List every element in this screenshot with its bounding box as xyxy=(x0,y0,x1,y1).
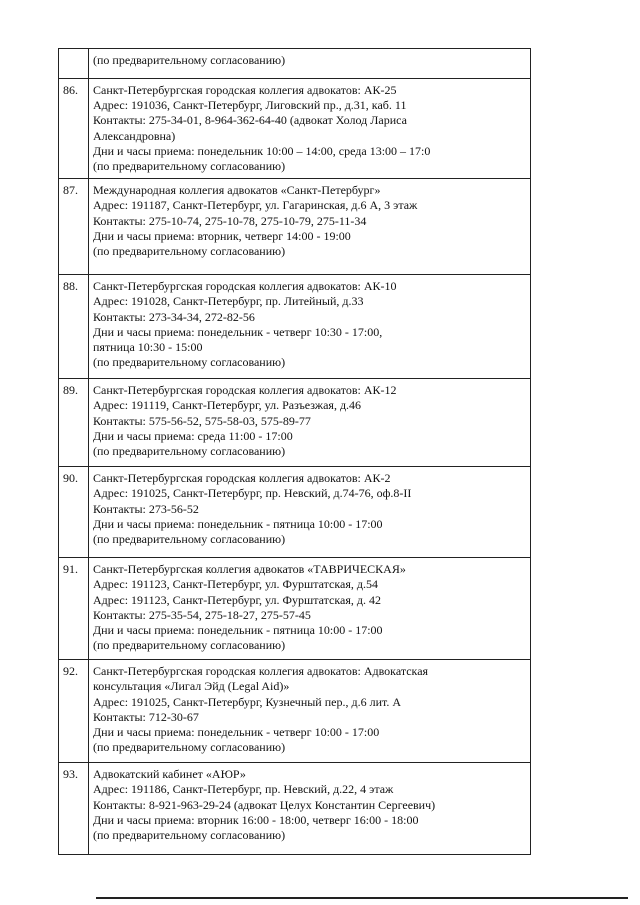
entry-title: Санкт-Петербургская городская коллегия адвокатов: Адвокатская xyxy=(93,664,429,679)
entry-contacts: Контакты: 575-56-52, 575-58-03, 575-89-77 xyxy=(93,413,311,428)
entry-address-secondary: Адрес: 191123, Санкт-Петербург, ул. Фурштатская, д. 42 xyxy=(93,592,381,607)
entry-note: (по предварительному согласованию) xyxy=(93,355,286,370)
entry-note: (по предварительному согласованию) xyxy=(93,159,286,174)
entry-number: 91. xyxy=(59,558,89,660)
entry-details xyxy=(89,467,531,558)
entry-note: (по предварительному согласованию) xyxy=(93,444,286,459)
entry-number xyxy=(59,49,89,79)
entry-title: Санкт-Петербургская городская коллегия адвокатов: АК-10 xyxy=(93,279,397,294)
entry-details xyxy=(89,79,531,179)
entry-hours: Дни и часы приема: понедельник - четверг 10:30 - 17:00, xyxy=(93,324,383,339)
entry-number: 87. xyxy=(59,179,89,275)
entry-number: 86. xyxy=(59,79,89,179)
entry-details xyxy=(89,179,531,275)
entry-hours: Дни и часы приема: вторник 16:00 - 18:00, четверг 16:00 - 18:00 xyxy=(93,812,419,827)
entry-title: Адвокатский кабинет «АЮР» xyxy=(93,767,246,782)
table-row xyxy=(59,179,531,275)
entry-details xyxy=(89,558,531,660)
entry-contacts: Контакты: 273-56-52 xyxy=(93,501,199,516)
entry-number: 88. xyxy=(59,275,89,379)
table-row xyxy=(59,379,531,467)
entry-contacts: Контакты: 712-30-67 xyxy=(93,709,199,724)
entry-note: (по предварительному согласованию) xyxy=(93,638,286,653)
entry-contacts: Контакты: 273-34-34, 272-82-56 xyxy=(93,309,255,324)
entry-details xyxy=(89,49,531,79)
entry-hours: Дни и часы приема: понедельник - четверг 10:00 - 17:00 xyxy=(93,725,380,740)
entry-contacts: Контакты: 275-35-54, 275-18-27, 275-57-45 xyxy=(93,607,311,622)
entry-details xyxy=(89,379,531,467)
entry-hours: Дни и часы приема: понедельник - пятница 10:00 - 17:00 xyxy=(93,623,383,638)
table-row xyxy=(59,79,531,179)
entry-hours: Дни и часы приема: понедельник - пятница 10:00 - 17:00 xyxy=(93,516,383,531)
entry-title-continued: консультация «Лигал Эйд (Legal Aid)» xyxy=(93,679,290,694)
entry-address: Адрес: 191187, Санкт-Петербург, ул. Гагаринская, д.6 А, 3 этаж xyxy=(93,198,418,213)
entry-details xyxy=(89,763,531,855)
entry-details xyxy=(89,660,531,763)
entry-number: 93. xyxy=(59,763,89,855)
entry-details xyxy=(89,275,531,379)
entry-title: Международная коллегия адвокатов «Санкт-Петербург» xyxy=(93,183,381,198)
entry-address: Адрес: 191028, Санкт-Петербург, пр. Литейный, д.33 xyxy=(93,294,364,309)
entry-line: (по предварительному согласованию) xyxy=(93,53,286,67)
entry-title: Санкт-Петербургская городская коллегия адвокатов: АК-12 xyxy=(93,383,397,398)
entry-number: 89. xyxy=(59,379,89,467)
entry-address: Адрес: 191186, Санкт-Петербург, пр. Невский, д.22, 4 этаж xyxy=(93,782,394,797)
entry-note: (по предварительному согласованию) xyxy=(93,740,286,755)
entry-contacts: Контакты: 275-34-01, 8-964-362-64-40 (адвокат Холод Лариса xyxy=(93,113,407,128)
entry-address: Адрес: 191025, Санкт-Петербург, Кузнечный пер., д.6 лит. А xyxy=(93,694,402,709)
entry-number: 90. xyxy=(59,467,89,558)
entry-note: (по предварительному согласованию) xyxy=(93,532,286,547)
entry-title: Санкт-Петербургская городская коллегия адвокатов: АК-25 xyxy=(93,83,397,97)
entry-title: Санкт-Петербургская городская коллегия адвокатов: АК-2 xyxy=(93,471,391,486)
table-row xyxy=(59,49,531,79)
table-row xyxy=(59,275,531,379)
entry-address: Адрес: 191036, Санкт-Петербург, Лиговский пр., д.31, каб. 11 xyxy=(93,98,407,113)
table-row xyxy=(59,467,531,558)
entry-note: (по предварительному согласованию) xyxy=(93,244,286,259)
table-row xyxy=(59,660,531,763)
table-row xyxy=(59,558,531,660)
bottom-rule xyxy=(96,897,628,899)
entry-number: 92. xyxy=(59,660,89,763)
entry-contacts: Контакты: 8-921-963-29-24 (адвокат Целух Константин Сергеевич) xyxy=(93,797,436,812)
entry-contacts-continued: Александровна) xyxy=(93,128,176,143)
entry-address: Адрес: 191025, Санкт-Петербург, пр. Невский, д.74-76, оф.8-II xyxy=(93,486,412,501)
legal-aid-table xyxy=(58,48,531,855)
entry-hours: Дни и часы приема: среда 11:00 - 17:00 xyxy=(93,428,293,443)
table-row xyxy=(59,763,531,855)
entry-title: Санкт-Петербургская коллегия адвокатов «ТАВРИЧЕСКАЯ» xyxy=(93,562,406,577)
entry-address: Адрес: 191123, Санкт-Петербург, ул. Фурштатская, д.54 xyxy=(93,577,378,592)
entry-hours: Дни и часы приема: понедельник 10:00 – 14:00, среда 13:00 – 17:0 xyxy=(93,143,431,158)
entry-note: (по предварительному согласованию) xyxy=(93,828,286,843)
entry-address: Адрес: 191119, Санкт-Петербург, ул. Разъезжая, д.46 xyxy=(93,398,362,413)
entry-hours-continued: пятница 10:30 - 15:00 xyxy=(93,340,203,355)
entry-contacts: Контакты: 275-10-74, 275-10-78, 275-10-79, 275-11-34 xyxy=(93,213,367,228)
entry-hours: Дни и часы приема: вторник, четверг 14:00 - 19:00 xyxy=(93,228,351,243)
